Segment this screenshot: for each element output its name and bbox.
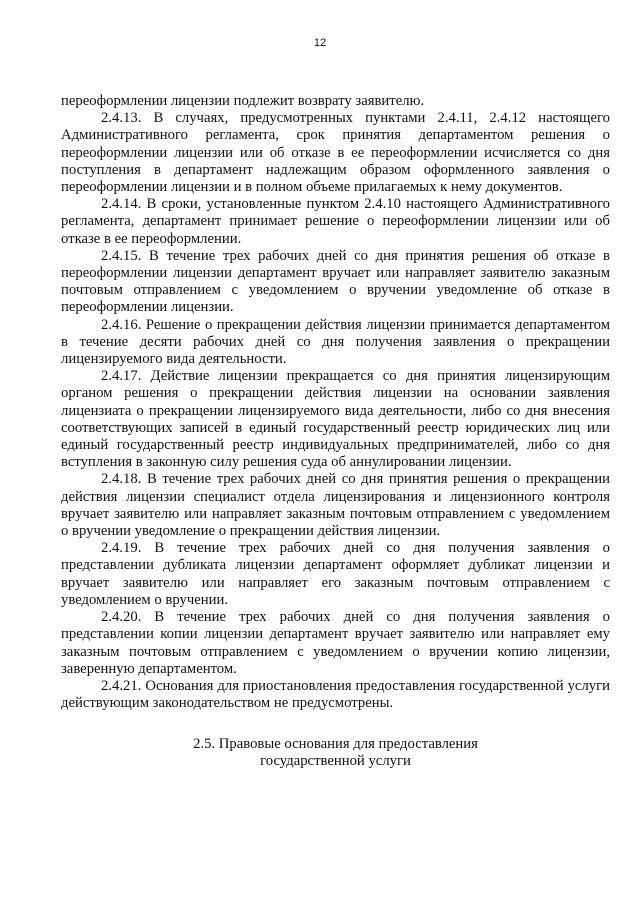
paragraph-2-4-20: 2.4.20. В течение трех рабочих дней со дня получения заявления о представлении копии лицензии департамент вручает заявителю или направляет ему заказным почтовым отправлением с уведомлением о вручении копию лицензии, заверенную департаментом.: [61, 609, 610, 677]
paragraph-2-4-17: 2.4.17. Действие лицензии прекращается со дня принятия лицензирующим органом решения о прекращении действия лицензии на основании заявления лицензиата о прекращении лицензируемого вида деятельности, либо со дня внесения соответствующих записей в единый государственный реестр юридических лиц или единый государственный реестр индивидуальных предпринимателей, либо со дня вступления в законную силу решения суда об аннулировании лицензии.: [61, 368, 610, 471]
paragraph-2-4-19: 2.4.19. В течение трех рабочих дней со дня получения заявления о представлении дубликата лицензии департамент оформляет дубликат лицензии и вручает заявителю или направляет его заказным почтовым отправлением с уведомлением о вручении.: [61, 540, 610, 608]
paragraph-2-4-21: 2.4.21. Основания для приостановления предоставления государственной услуги действующим законодательством не предусмотрены.: [61, 677, 610, 712]
paragraph-2-4-14: 2.4.14. В сроки, установленные пунктом 2.4.10 настоящего Административного регламента, департамент принимает решение о переоформлении лицензии или об отказе в ее переоформлении.: [61, 196, 610, 247]
section-heading: [61, 736, 610, 770]
paragraph-2-4-16: 2.4.16. Решение о прекращении действия лицензии принимается департаментом в течение десяти рабочих дней со дня получения заявления о прекращении лицензируемого вида деятельности.: [61, 316, 610, 368]
section-heading-line-1: 2.5. Правовые основания для предоставления: [193, 736, 478, 752]
section-heading-line-2: государственной услуги: [260, 753, 411, 770]
page-number: 12: [313, 37, 327, 49]
paragraph-2-4-13: 2.4.13. В случаях, предусмотренных пунктами 2.4.11, 2.4.12 настоящего Административного регламента, срок принятия департаментом решения о переоформлении лицензии или об отказе в ее переоформлении исчисляется со дня поступления в департамент надлежащим образом оформленного заявления о переоформлении лицензии и в полном объеме прилагаемых к нему документов.: [61, 110, 610, 196]
paragraph-continuation: переоформлении лицензии подлежит возврату заявителю.: [61, 93, 425, 109]
paragraph-2-4-15: 2.4.15. В течение трех рабочих дней со дня принятия решения об отказе в переоформлении лицензии департамент вручает или направляет заявителю заказным почтовым отправлением с уведомлением о вручении уведомление об отказе в переоформлении лицензии.: [61, 247, 610, 316]
document-body: [61, 93, 610, 712]
paragraph-2-4-18: 2.4.18. В течение трех рабочих дней со дня принятия решения о прекращении действия лицензии специалист отдела лицензирования и лицензионного контроля вручает заявителю или направляет заказным почтовым отправлением с уведомлением о вручении уведомление о прекращении действия лицензии.: [61, 471, 610, 540]
